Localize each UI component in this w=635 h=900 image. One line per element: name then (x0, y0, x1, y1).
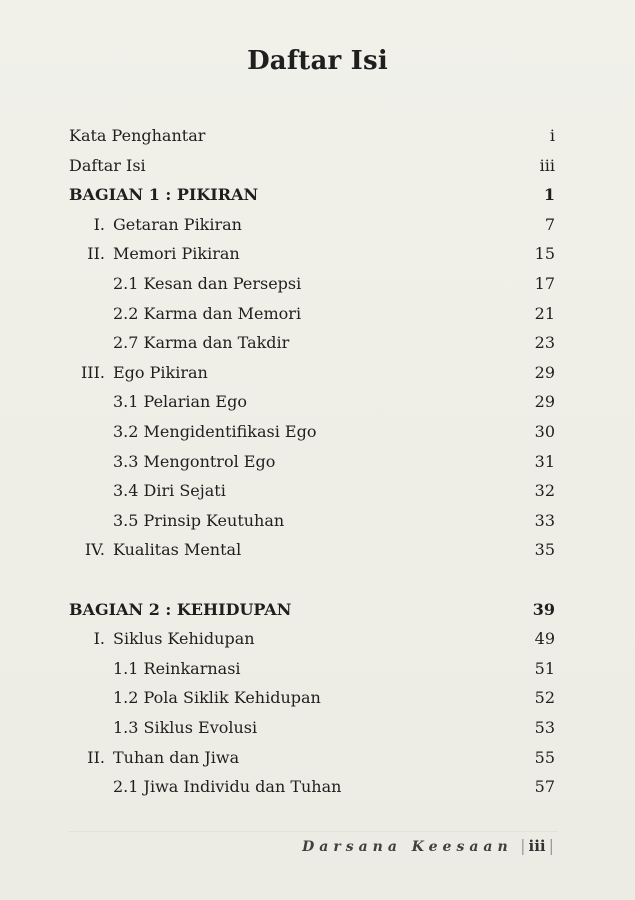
toc-entry-page: 23 (534, 333, 555, 353)
toc-entry[interactable] (0, 417, 635, 447)
toc-entry-numeral: II. (87, 244, 105, 264)
toc-entry[interactable] (0, 624, 635, 654)
toc-entry[interactable] (0, 654, 635, 684)
toc-entry-page: 30 (534, 422, 555, 441)
page-footer (302, 836, 557, 855)
toc-entry-label: 3.3 Mengontrol Ego (113, 451, 276, 471)
toc-entry-label: 2.1 Kesan dan Persepsi (113, 274, 302, 293)
toc-entry-label: Daftar Isi (69, 155, 146, 175)
toc-entry-page: 55 (534, 747, 555, 767)
toc-entry-page: 15 (534, 244, 555, 264)
toc-entry[interactable] (0, 535, 635, 565)
toc-entry-label: 2.2 Karma dan Memori (113, 303, 302, 323)
toc-entry-page: 31 (534, 451, 555, 471)
toc-entry-page: 33 (534, 510, 555, 530)
toc-entry-numeral: IV. (84, 540, 105, 560)
toc-entry-page: 32 (534, 481, 555, 501)
toc-entry-page: 29 (534, 392, 555, 412)
toc-entry-numeral: III. (80, 362, 105, 382)
toc-entry-label: Ego Pikiran (113, 362, 208, 382)
toc-entry-page: 7 (544, 214, 555, 234)
toc-entry-label: Kualitas Mental (113, 540, 242, 560)
toc-entry-page: 52 (534, 688, 555, 708)
toc-entry-page: 57 (534, 777, 555, 797)
toc-entry-page: 17 (534, 274, 555, 293)
toc-entry[interactable] (0, 506, 635, 536)
footer-separator-right: | (548, 836, 554, 855)
toc-entry-label: BAGIAN 2 : KEHIDUPAN (69, 599, 292, 619)
toc-entry-page: 53 (534, 718, 555, 737)
toc-entry-page: i (549, 126, 555, 145)
toc-entry-label: 1.1 Reinkarnasi (113, 658, 241, 678)
toc-entry[interactable] (0, 772, 635, 802)
toc-entry-label: 3.4 Diri Sejati (113, 481, 226, 501)
toc-entry[interactable] (0, 210, 635, 240)
toc-entry[interactable] (0, 180, 635, 210)
toc-entry-page: 1 (543, 185, 555, 205)
footer-divider (68, 831, 558, 832)
footer-separator-left: | (520, 836, 526, 855)
toc-entry[interactable] (0, 299, 635, 329)
toc-entry-label: 3.5 Prinsip Keutuhan (113, 510, 285, 530)
footer-book-title: Darsana Keesaan (302, 839, 513, 855)
toc-entry-label: Kata Penghantar (69, 126, 206, 145)
toc-entry-page: iii (539, 155, 555, 175)
toc-entry-numeral: I. (93, 214, 105, 234)
toc-entry-page: 39 (532, 599, 555, 619)
toc-entry-page: 29 (534, 362, 555, 382)
toc-entry-label: BAGIAN 1 : PIKIRAN (69, 185, 259, 205)
footer-page-number: iii (528, 837, 546, 855)
toc-entry[interactable] (0, 121, 635, 151)
toc-entry[interactable] (0, 447, 635, 477)
toc-entry[interactable] (0, 328, 635, 358)
toc-entry-label: Tuhan dan Jiwa (113, 747, 240, 767)
toc-entry-label: 3.2 Mengidentifikasi Ego (113, 422, 317, 441)
toc-entry[interactable] (0, 476, 635, 506)
toc-entry-label: Getaran Pikiran (113, 214, 242, 234)
toc-entry[interactable] (0, 151, 635, 181)
toc-entry[interactable] (0, 595, 635, 625)
page-title: Daftar Isi (247, 46, 388, 76)
toc-entry[interactable] (0, 239, 635, 269)
toc-entry-label: Memori Pikiran (113, 244, 240, 264)
toc-entry-numeral: II. (87, 747, 105, 767)
toc-entry-label: 2.7 Karma dan Takdir (113, 333, 290, 353)
toc-entry[interactable] (0, 713, 635, 743)
toc-entry[interactable] (0, 269, 635, 299)
toc-entry[interactable] (0, 358, 635, 388)
toc-entry-label: Siklus Kehidupan (113, 629, 255, 649)
toc-entry-page: 49 (534, 629, 555, 649)
toc-entry-numeral: I. (93, 629, 105, 649)
toc-entry-label: 3.1 Pelarian Ego (113, 392, 247, 412)
toc-entry[interactable] (0, 387, 635, 417)
toc-entry-label: 1.3 Siklus Evolusi (113, 718, 258, 737)
toc-entry-page: 21 (534, 303, 555, 323)
toc-entry[interactable] (0, 683, 635, 713)
toc-entry[interactable] (0, 743, 635, 773)
toc-entry-page: 35 (534, 540, 555, 560)
toc-entry-page: 51 (534, 658, 555, 678)
toc-entry-label: 1.2 Pola Siklik Kehidupan (113, 688, 321, 708)
toc-entry-label: 2.1 Jiwa Individu dan Tuhan (113, 777, 342, 797)
